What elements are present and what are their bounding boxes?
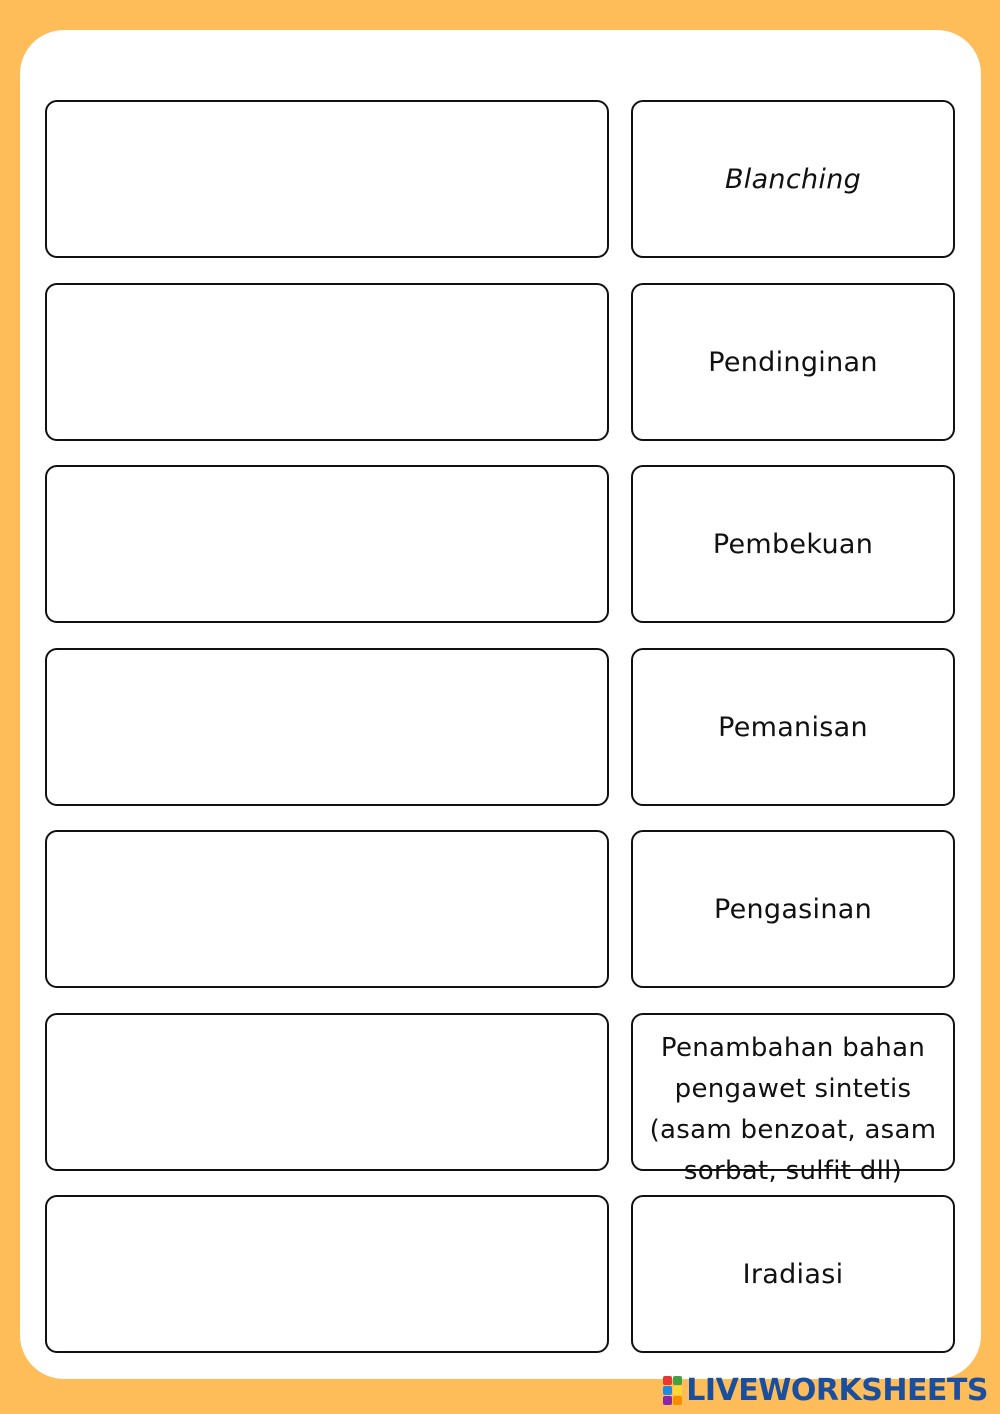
term-label: Pemanisan xyxy=(718,711,868,743)
term-card-pengasinan[interactable] xyxy=(631,830,955,988)
drop-target-5[interactable] xyxy=(45,830,609,988)
term-card-pendinginan[interactable] xyxy=(631,283,955,441)
match-row-2 xyxy=(0,283,1000,441)
match-row-3 xyxy=(0,465,1000,623)
drop-target-7[interactable] xyxy=(45,1195,609,1353)
term-card-pembekuan[interactable] xyxy=(631,465,955,623)
match-row-6 xyxy=(0,1013,1000,1186)
term-label: Pengasinan xyxy=(713,893,873,925)
drop-target-6[interactable] xyxy=(45,1013,609,1171)
term-label: Penambahan bahan pengawet sintetis (asam benzoat, asam sorbat, sulfit dll) xyxy=(649,1032,937,1186)
logo-square xyxy=(673,1376,682,1385)
match-row-7 xyxy=(0,1195,1000,1353)
term-label: Iradiasi xyxy=(742,1258,844,1290)
logo-square xyxy=(663,1386,672,1395)
logo-square xyxy=(673,1396,682,1405)
brand-name: LIVEWORKSHEETS xyxy=(686,1373,988,1408)
match-row-1 xyxy=(0,100,1000,258)
drop-target-3[interactable] xyxy=(45,465,609,623)
term-card-blanching[interactable] xyxy=(631,100,955,258)
liveworksheets-logo-icon xyxy=(663,1376,682,1405)
drop-target-2[interactable] xyxy=(45,283,609,441)
logo-square xyxy=(663,1376,672,1385)
term-card-pengawet-sintetis[interactable] xyxy=(631,1013,955,1186)
term-label: Blanching xyxy=(724,163,862,195)
logo-square xyxy=(663,1396,672,1405)
liveworksheets-logo xyxy=(663,1373,988,1408)
term-label: Pendinginan xyxy=(708,346,878,378)
term-label: Pembekuan xyxy=(712,528,874,560)
drop-target-4[interactable] xyxy=(45,648,609,806)
match-row-5 xyxy=(0,830,1000,988)
term-card-iradiasi[interactable] xyxy=(631,1195,955,1353)
term-card-pemanisan[interactable] xyxy=(631,648,955,806)
drop-target-1[interactable] xyxy=(45,100,609,258)
logo-square xyxy=(673,1386,682,1395)
match-row-4 xyxy=(0,648,1000,806)
